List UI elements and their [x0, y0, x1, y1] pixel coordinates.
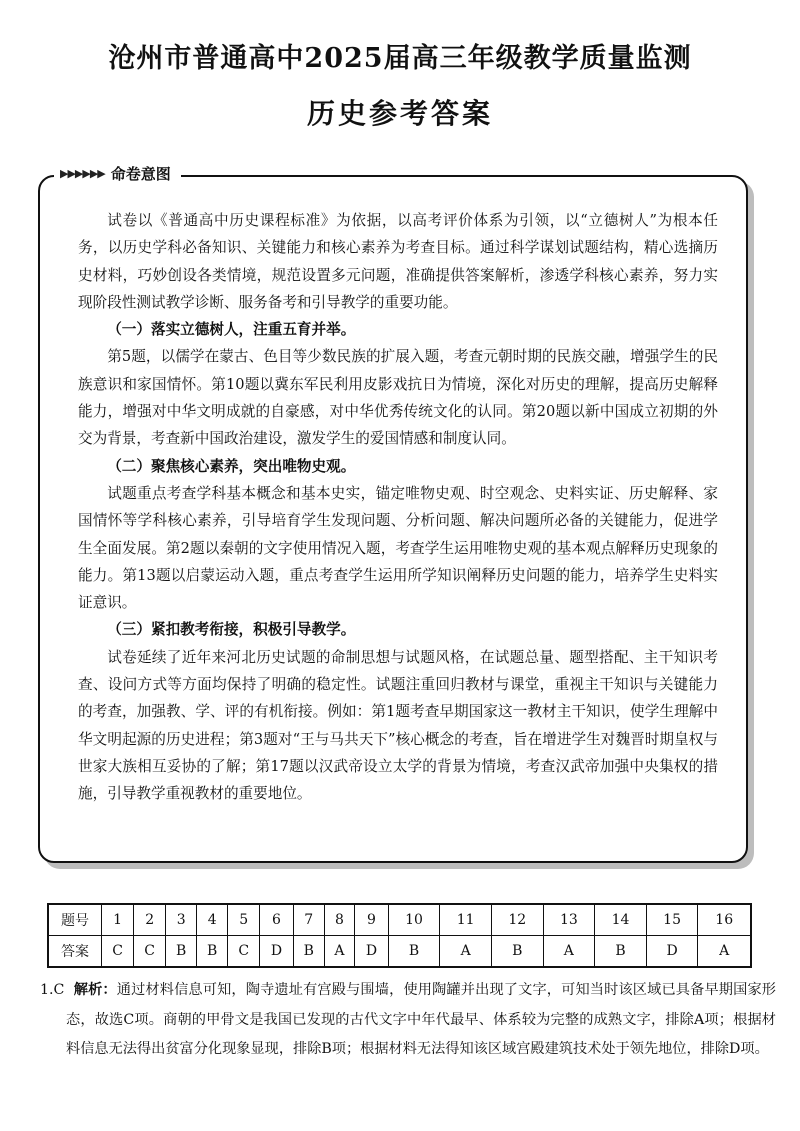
answer-cell: A	[543, 936, 595, 968]
answer-table	[47, 903, 752, 968]
row-label: 答案	[48, 936, 102, 968]
number-cell: 15	[646, 904, 698, 936]
answer-cell: B	[388, 936, 440, 968]
intent-paragraph: 试题重点考查学科基本概念和基本史实，锚定唯物史观、时空观念、史料实证、历史解释、家国情怀等学科核心素养，引导培育学生发现问题、分析问题、解决问题所必备的关键能力，促进学生全面发展。第2题以秦朝的文字使用情况入题，考查学生运用唯物史观的基本观点解释历史现象的能力。第13题以启蒙运动入题，重点考查学生运用所学知识阐释历史问题的能力，培养学生史料实证意识。	[78, 484, 718, 612]
analysis-label: 解析：	[73, 982, 117, 998]
number-cell: 14	[595, 904, 647, 936]
section-heading: （一）落实立德树人，注重五育并举。	[107, 321, 356, 339]
number-cell: 12	[491, 904, 543, 936]
number-cell: 6	[260, 904, 294, 936]
answer-cell: D	[355, 936, 389, 968]
intent-heading-label: 命卷意图	[110, 164, 171, 183]
answer-cell: D	[260, 936, 294, 968]
arrows-icon: ▶▶▶▶▶▶	[60, 166, 105, 180]
number-cell: 5	[228, 904, 260, 936]
answer-cell: A	[324, 936, 354, 968]
section-heading: （二）聚焦核心素养，突出唯物史观。	[107, 457, 356, 475]
answer-cell: A	[698, 936, 751, 968]
answer-cell: B	[166, 936, 197, 968]
row-label: 题号	[48, 904, 102, 936]
analysis-paragraph	[40, 976, 776, 1065]
section-heading: （三）紧扣教考衔接，积极引导教学。	[107, 621, 356, 639]
answer-row	[48, 936, 751, 968]
intent-paragraph: 试卷延续了近年来河北历史试题的命制思想与试题风格，在试题总量、题型搭配、主干知识考查、设问方式等方面均保持了明确的稳定性。试题注重回归教材与课堂，重视主干知识与关键能力的考查，加强教、学、评的有机衔接。例如：第1题考查早期国家这一教材主干知识，使学生理解中华文明起源的历史进程；第3题对“王与马共天下”核心概念的考查，旨在增进学生对魏晋时期皇权与世家大族相互妥协的了解；第17题以汉武帝设立太学的背景为情境，考查汉武帝加强中央集权的措施，引导教学重视教材的重要地位。	[78, 648, 718, 803]
number-cell: 8	[324, 904, 354, 936]
intent-paragraph: 第5题，以儒学在蒙古、色目等少数民族的扩展入题，考查元朝时期的民族交融，增强学生的民族意识和家国情怀。第10题以冀东军民利用皮影戏抗日为情境，深化对历史的理解，提高历史解释能力，增强对中华文明成就的自豪感，对中华优秀传统文化的认同。第20题以新中国成立初期的外交为背景，考查新中国政治建设，激发学生的爱国情感和制度认同。	[78, 348, 718, 448]
answer-cell: C	[134, 936, 166, 968]
number-cell: 16	[698, 904, 751, 936]
number-cell: 13	[543, 904, 595, 936]
number-cell: 4	[197, 904, 228, 936]
answer-cell: B	[491, 936, 543, 968]
number-row	[48, 904, 751, 936]
answer-cell: D	[646, 936, 698, 968]
number-cell: 11	[440, 904, 492, 936]
page-title: 沧州市普通高中2025届高三年级教学质量监测	[108, 43, 692, 74]
answer-cell: B	[595, 936, 647, 968]
answer-cell: C	[228, 936, 260, 968]
question-answer: 1.C	[40, 982, 65, 998]
number-cell: 1	[102, 904, 134, 936]
analysis-block	[40, 976, 776, 1065]
intent-paragraph: 试卷以《普通高中历史课程标准》为依据，以高考评价体系为引领，以“立德树人”为根本任务，以历史学科必备知识、关键能力和核心素养为考查目标。通过科学谋划试题结构，精心选摘历史材料，巧妙创设各类情境，规范设置多元问题，准确提供答案解析，渗透学科核心素养，努力实现阶段性测试教学诊断、服务备考和引导教学的重要功能。	[78, 212, 718, 311]
analysis-text: 通过材料信息可知，陶寺遗址有宫殿与围墙，使用陶罐并出现了文字，可知当时该区域已具备早期国家形态，故选C项。商朝的甲骨文是我国已发现的古代文字中年代最早、体系较为完整的成熟文字，排除A项；根据材料信息无法得出贫富分化现象显现，排除B项；根据材料无法得知该区域宫殿建筑技术处于领先地位，排除D项。	[66, 982, 776, 1057]
answer-cell: B	[197, 936, 228, 968]
number-cell: 3	[166, 904, 197, 936]
intent-heading	[54, 160, 181, 186]
number-cell: 9	[355, 904, 389, 936]
number-cell: 2	[134, 904, 166, 936]
answer-cell: C	[102, 936, 134, 968]
page-subtitle: 历史参考答案	[306, 97, 493, 130]
number-cell: 10	[388, 904, 440, 936]
number-cell: 7	[293, 904, 324, 936]
intent-body	[78, 207, 718, 808]
answer-cell: A	[440, 936, 492, 968]
answer-cell: B	[293, 936, 324, 968]
